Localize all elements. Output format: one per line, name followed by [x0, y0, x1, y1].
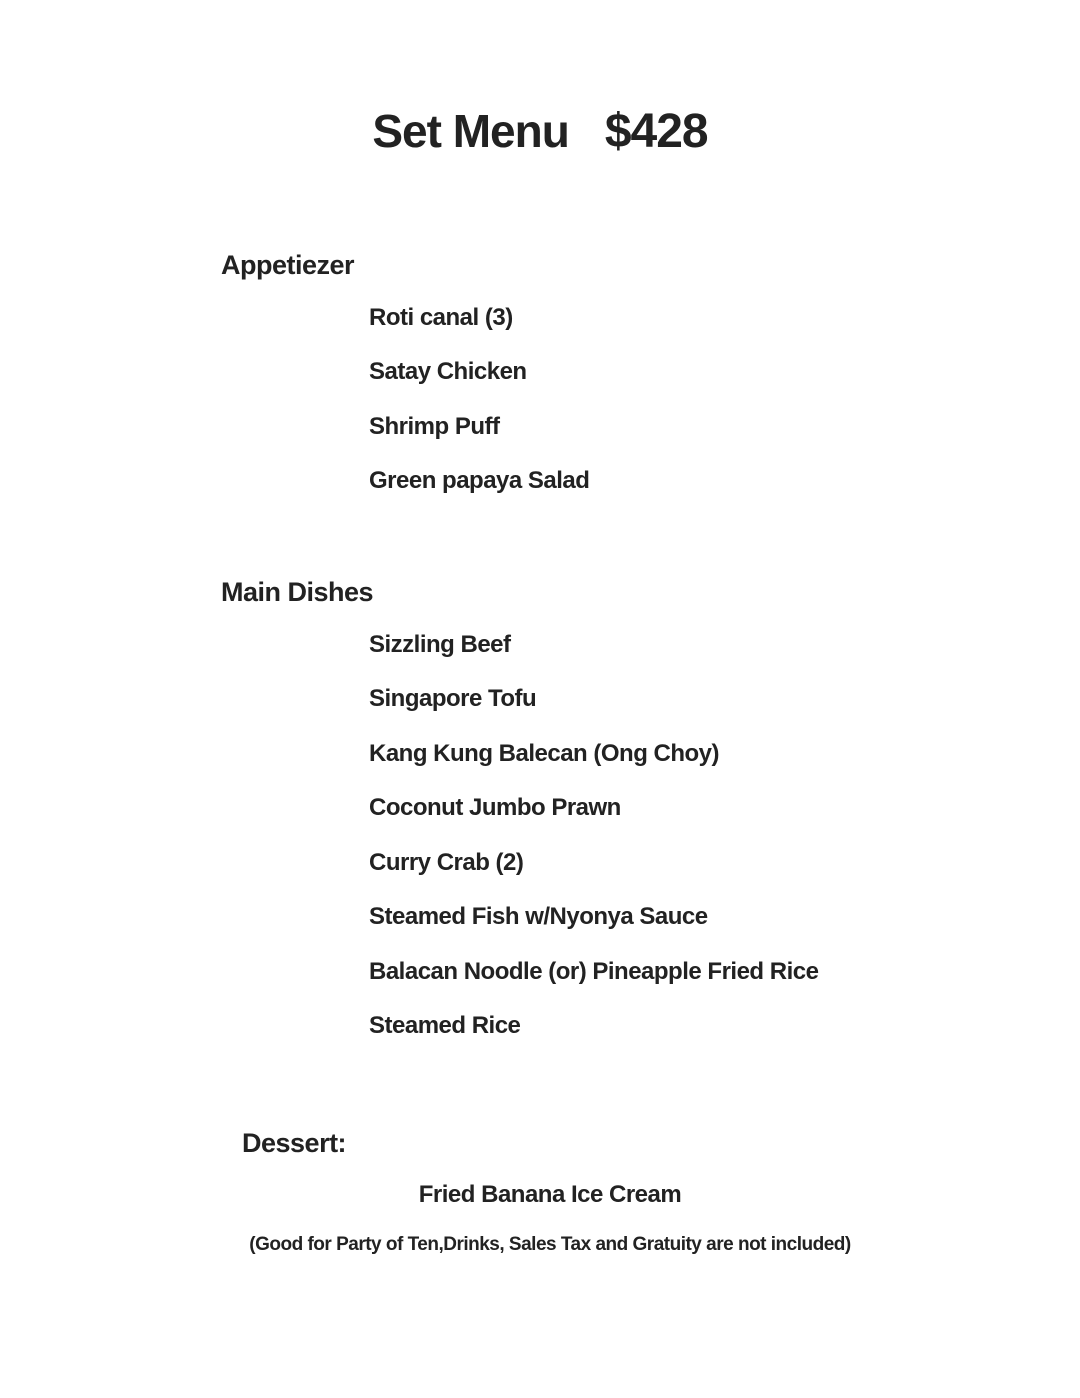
main-dish-item: Steamed Fish w/Nyonya Sauce [369, 903, 708, 930]
appetizer-item: Roti canal (3) [369, 304, 513, 331]
appetizer-item: Shrimp Puff [369, 413, 500, 440]
appetizer-heading: Appetiezer [221, 250, 355, 280]
appetizer-item: Green papaya Salad [369, 467, 590, 494]
main-dish-item: Curry Crab (2) [369, 849, 524, 876]
menu-title-row [0, 104, 1080, 159]
menu-title: Set Menu [372, 105, 569, 157]
main-dish-item: Kang Kung Balecan (Ong Choy) [369, 740, 720, 767]
main-dish-item: Steamed Rice [369, 1012, 521, 1039]
dessert-heading: Dessert: [242, 1128, 347, 1158]
menu-footnote: (Good for Party of Ten,Drinks, Sales Tax and Gratuity are not included) [249, 1234, 851, 1255]
appetizer-item: Satay Chicken [369, 358, 527, 385]
main-dish-item: Coconut Jumbo Prawn [369, 794, 621, 821]
dessert-item: Fried Banana Ice Cream [418, 1181, 682, 1208]
menu-price: $428 [604, 105, 708, 158]
main-dish-item: Balacan Noodle (or) Pineapple Fried Rice [369, 958, 819, 985]
main-dishes-heading: Main Dishes [221, 577, 374, 607]
main-dish-item: Singapore Tofu [369, 685, 537, 712]
main-dish-item: Sizzling Beef [369, 631, 511, 658]
